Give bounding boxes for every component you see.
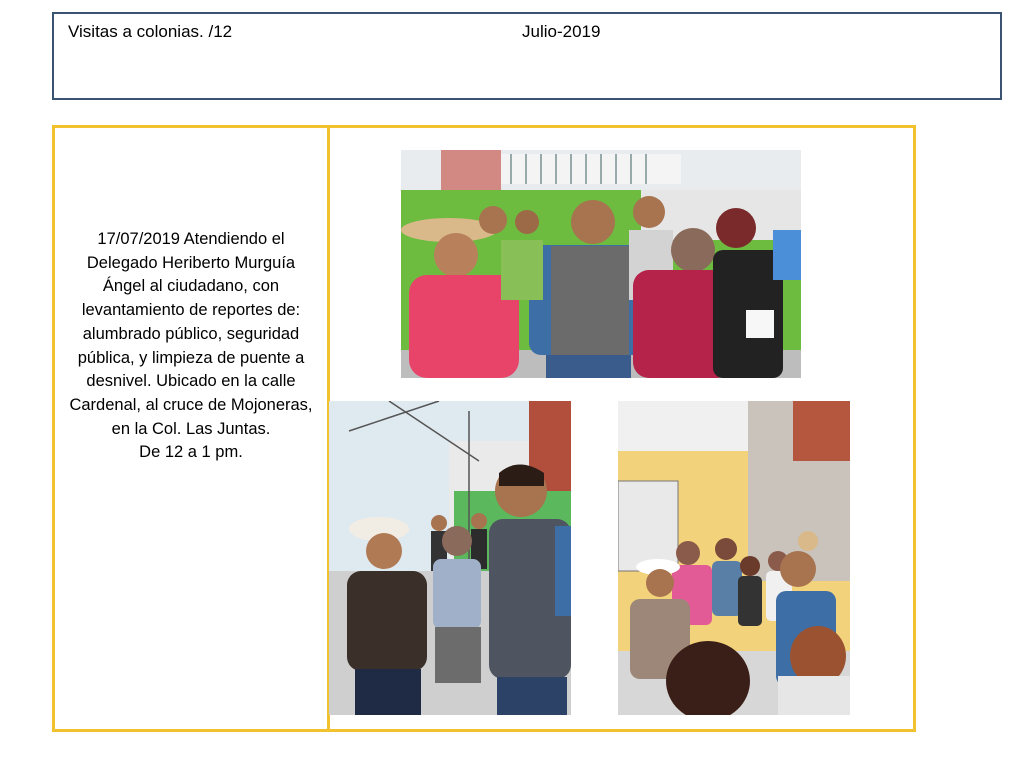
content-box — [52, 125, 916, 732]
header-date: Julio-2019 — [522, 22, 601, 41]
visit-description: 17/07/2019 Atendiendo el Delegado Heriberto Murguía Ángel al ciudadano, con levantamiento de reportes de: alumbrado público, seguridad pública, y limpieza de puente a desnivel. Ubicado en la calle Cardenal, al cruce de Mojoneras, en la Col. Las Juntas. De 12 a 1 pm. — [69, 230, 313, 462]
header-box — [52, 12, 1002, 100]
photo-street-conversation — [329, 401, 571, 715]
photo-group-green-building — [401, 150, 801, 378]
header-title: Visitas a colonias. /12 — [68, 22, 233, 41]
photo-neighbors-meeting — [618, 401, 850, 715]
